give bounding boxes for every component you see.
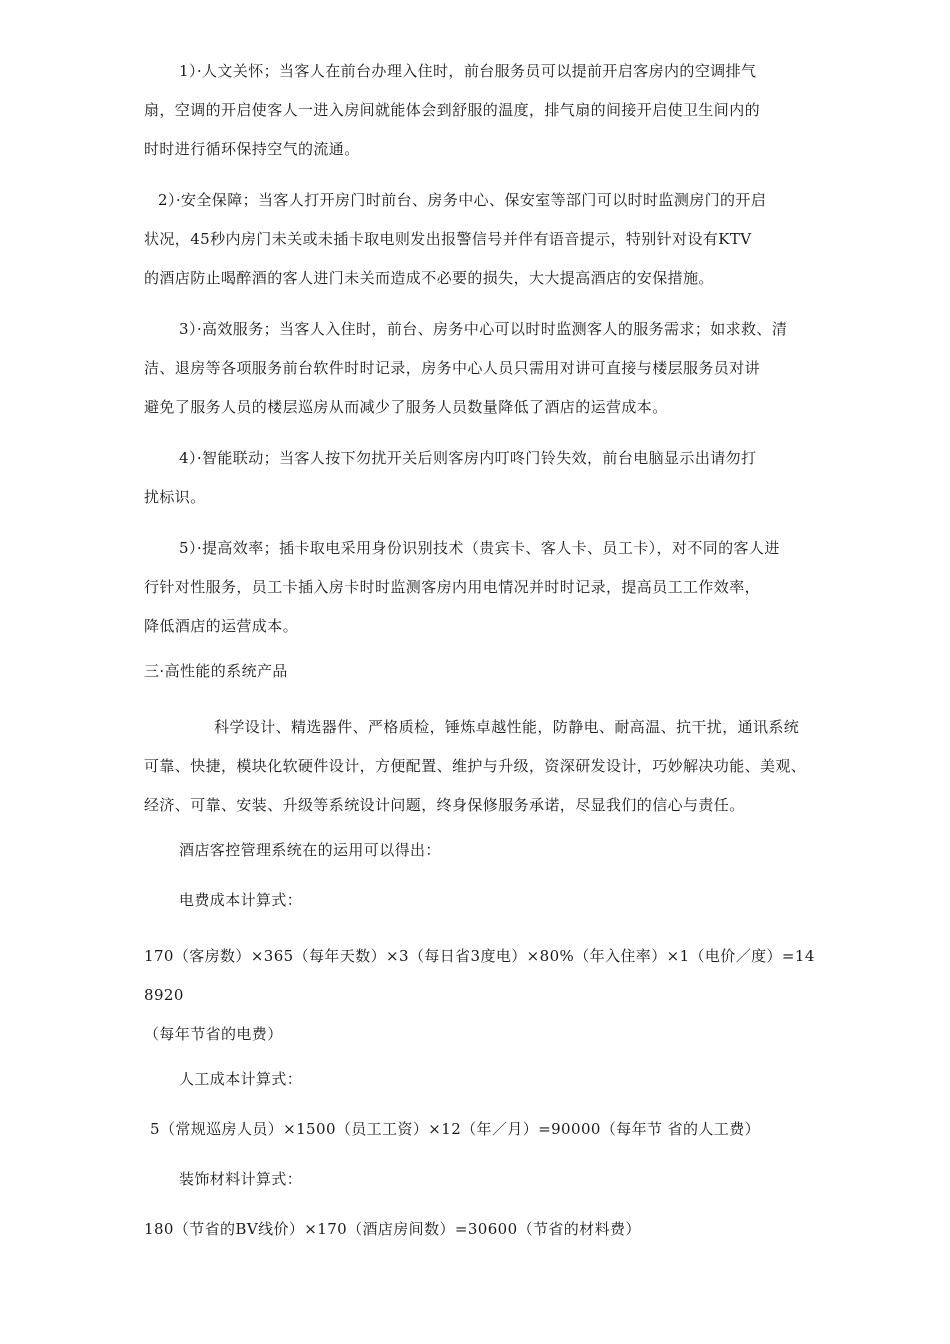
- text-line: 5）·提高效率；插卡取电采用身份识别技术（贵宾卡、客人卡、员工卡），对不同的客人进: [179, 539, 780, 557]
- electricity-formula: [144, 937, 816, 1054]
- text-line: 可靠、快捷，模块化软硬件设计，方便配置、维护与升级，资深研发设计，巧妙解决功能、美观、: [144, 757, 807, 775]
- text-line: 2）·安全保障；当客人打开房门时前台、房务中心、保安室等部门可以时时监测房门的开启: [158, 191, 767, 209]
- document-page: [144, 52, 816, 1266]
- labor-label: 人工成本计算式：: [179, 1070, 303, 1088]
- text-line: 的酒店防止喝醉酒的客人进门未关而造成不必要的损失，大大提高酒店的安保措施。: [144, 269, 714, 287]
- text-line: 1）·人文关怀；当客人在前台办理入住时，前台服务员可以提前开启客房内的空调排气: [179, 62, 757, 80]
- text-line: 扰标识。: [144, 488, 206, 506]
- text-line: 状况，45秒内房门未关或未插卡取电则发出报警信号并伴有语音提示，特别针对设有KTV: [144, 230, 752, 248]
- paragraph-security: [144, 181, 816, 298]
- labor-formula: 5（常规巡房人员）×1500（员工工资）×12（年／月）=90000（每年节 省的人工费）: [150, 1120, 760, 1138]
- text-line: （每年节省的电费）: [144, 1025, 283, 1043]
- text-line: 扇，空调的开启使客人一进入房间就能体会到舒服的温度，排气扇的间接开启使卫生间内的: [144, 101, 761, 119]
- text-line: 经济、可靠、安装、升级等系统设计问题，终身保修服务承诺，尽显我们的信心与责任。: [144, 796, 745, 814]
- text-line: 避免了服务人员的楼层巡房从而减少了服务人员数量降低了酒店的运营成本。: [144, 398, 668, 416]
- text-line: 170（客房数）×365（每年天数）×3（每日省3度电）×80%（年入住率）×1（电价／度）=148920: [144, 947, 815, 1004]
- section-heading: 三·高性能的系统产品: [144, 662, 288, 680]
- text-line: 4）·智能联动；当客人按下勿扰开关后则客房内叮咚门铃失效，前台电脑显示出请勿打: [179, 449, 757, 467]
- text-line: 时时进行循环保持空气的流通。: [144, 140, 360, 158]
- text-line: 行针对性服务，员工卡插入房卡时时监测客房内用电情况并时时记录，提高员工工作效率，: [144, 578, 761, 596]
- paragraph-smart-linkage: [144, 439, 816, 517]
- paragraph-product-description: [144, 708, 816, 825]
- electricity-label: 电费成本计算式：: [179, 891, 303, 909]
- paragraph-efficient-service: [144, 310, 816, 427]
- materials-label: 装饰材料计算式：: [179, 1170, 303, 1188]
- paragraph-efficiency: [144, 529, 816, 646]
- text-line: 3）·高效服务；当客人入住时，前台、房务中心可以时时监测客人的服务需求；如求救、清: [179, 320, 788, 338]
- text-line: 科学设计、精选器件、严格质检，锤炼卓越性能，防静电、耐高温、抗干扰，通讯系统: [214, 718, 800, 736]
- text-line: 洁、退房等各项服务前台软件时时记录，房务中心人员只需用对讲可直接与楼层服务员对讲: [144, 359, 761, 377]
- materials-formula: 180（节省的BV线价）×170（酒店房间数）=30600（节省的材料费）: [144, 1220, 641, 1238]
- paragraph-humanistic-care: [144, 52, 816, 169]
- intro-line: 酒店客控管理系统在的运用可以得出：: [179, 841, 441, 859]
- text-line: 降低酒店的运营成本。: [144, 617, 299, 635]
